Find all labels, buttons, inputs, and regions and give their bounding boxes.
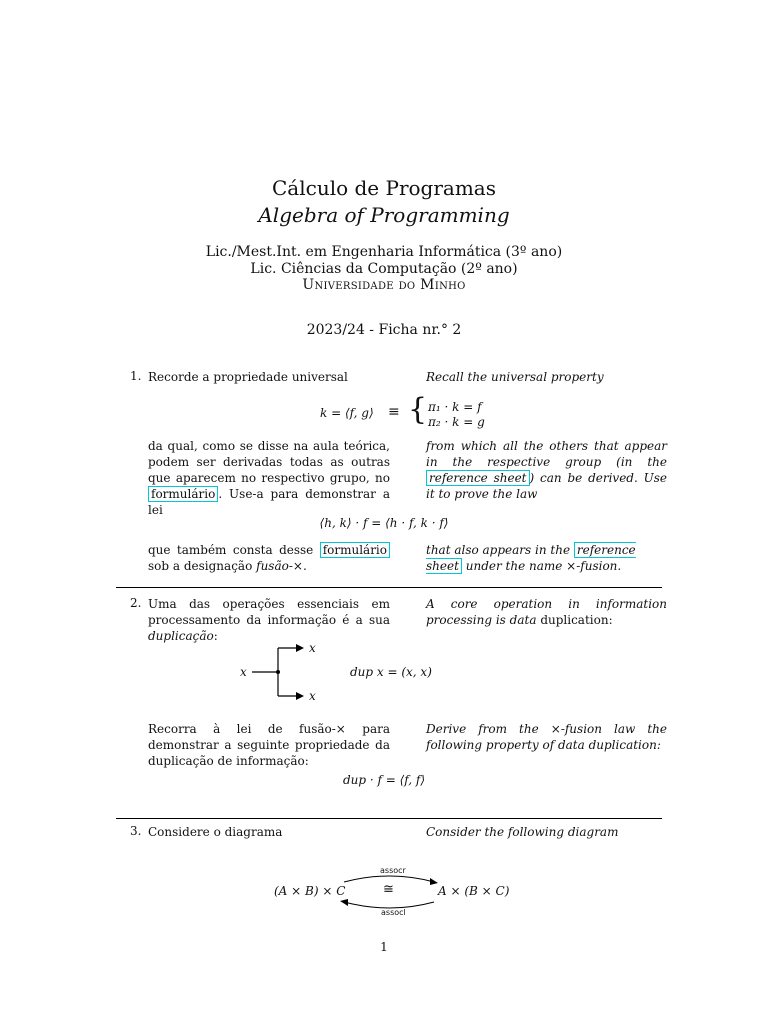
assocl-label: assocl bbox=[381, 908, 406, 917]
duplication-word: duplication: bbox=[540, 613, 613, 627]
fusion-name-pt: fusão-×. bbox=[256, 559, 307, 573]
question-3-number: 3. bbox=[130, 824, 142, 838]
pt-after-text-2: sob a designação bbox=[148, 559, 253, 573]
duplicacao-word: duplicação bbox=[148, 629, 214, 643]
question-2-pt-intro bbox=[148, 596, 390, 644]
case-brace: { bbox=[408, 392, 428, 427]
pt-body-text: da qual, como se disse na aula teórica, podem ser derivadas todas as outras que aparecem no respectivo grupo, no bbox=[148, 439, 390, 485]
section-divider-1 bbox=[116, 587, 662, 588]
universal-lhs: k = ⟨f, g⟩ bbox=[320, 406, 374, 420]
reference-sheet-link[interactable]: reference sheet bbox=[426, 470, 530, 486]
dup-definition: dup x = (x, x) bbox=[350, 665, 432, 679]
question-1-number: 1. bbox=[130, 369, 142, 383]
en-after-text: that also appears in the bbox=[426, 543, 571, 557]
question-1-pt-after bbox=[148, 542, 390, 574]
fusion-law: ⟨h, k⟩ · f = ⟨h · f, k · f⟩ bbox=[319, 516, 449, 530]
iso-symbol: ≅ bbox=[383, 882, 394, 897]
diagram-output-x-2: x bbox=[309, 689, 316, 703]
equiv-symbol: ≡ bbox=[388, 404, 400, 420]
question-3-en-intro: Consider the following diagram bbox=[426, 825, 619, 839]
page-subtitle: Algebra of Programming bbox=[258, 203, 510, 227]
question-2-en-task: Derive from the ×-fusion law the following property of data duplication: bbox=[426, 722, 667, 752]
universal-case-2: π₂ · k = g bbox=[428, 415, 485, 429]
question-1-en-intro: Recall the universal property bbox=[426, 370, 604, 384]
pt-intro-text: Uma das operações essenciais em processamento da informação é a sua bbox=[148, 597, 390, 627]
diagram-input-x: x bbox=[240, 665, 247, 679]
formulario-link-2[interactable]: formulário bbox=[320, 542, 390, 558]
question-1-en-after bbox=[426, 542, 668, 574]
en-intro-text: A core operation in information processing is bbox=[426, 597, 667, 627]
question-3-pt-intro: Considere o diagrama bbox=[148, 825, 283, 839]
pt-body-text-end: . Use-a para demonstrar a lei bbox=[148, 487, 390, 517]
assoc-left-type: (A × B) × C bbox=[274, 884, 346, 898]
universal-case-1: π₁ · k = f bbox=[428, 400, 482, 414]
course-line-1: Lic./Mest.Int. em Engenharia Informática (3º ano) bbox=[205, 244, 563, 260]
assocr-label: assocr bbox=[380, 866, 406, 875]
question-1-pt-body bbox=[148, 438, 390, 518]
section-divider-2 bbox=[116, 818, 662, 819]
en-body-text: from which all the others that appear in the respective group (in the bbox=[426, 439, 667, 469]
diagram-output-x-1: x bbox=[309, 641, 316, 655]
en-after-text-2: under the name ×-fusion. bbox=[465, 559, 622, 573]
pt-after-text: que também consta desse bbox=[148, 543, 314, 557]
reference-sheet-link-2[interactable]: reference sheet bbox=[426, 543, 636, 573]
en-body-text-end: ) can be derived. Use it to prove the law bbox=[426, 471, 667, 501]
question-2-pt-task: Recorra à lei de fusão-× para demonstrar a seguinte propriedade da duplicação de informação: bbox=[148, 722, 390, 768]
university-name: Universidade do Minho bbox=[302, 277, 466, 293]
assoc-right-type: A × (B × C) bbox=[438, 884, 510, 898]
page-title: Cálculo de Programas bbox=[272, 176, 496, 200]
question-2-en-intro bbox=[426, 596, 667, 628]
question-2-number: 2. bbox=[130, 596, 142, 610]
pt-intro-colon: : bbox=[213, 629, 218, 643]
page-number: 1 bbox=[380, 940, 388, 954]
course-line-2: Lic. Ciências da Computação (2º ano) bbox=[250, 261, 518, 277]
sheet-number: 2023/24 - Ficha nr.° 2 bbox=[306, 322, 462, 338]
dup-law: dup · f = ⟨f, f⟩ bbox=[342, 773, 426, 787]
question-1-pt-intro: Recorde a propriedade universal bbox=[148, 370, 348, 384]
formulario-link[interactable]: formulário bbox=[148, 486, 218, 502]
data-word: data bbox=[509, 613, 537, 627]
question-1-en-body bbox=[426, 438, 667, 502]
